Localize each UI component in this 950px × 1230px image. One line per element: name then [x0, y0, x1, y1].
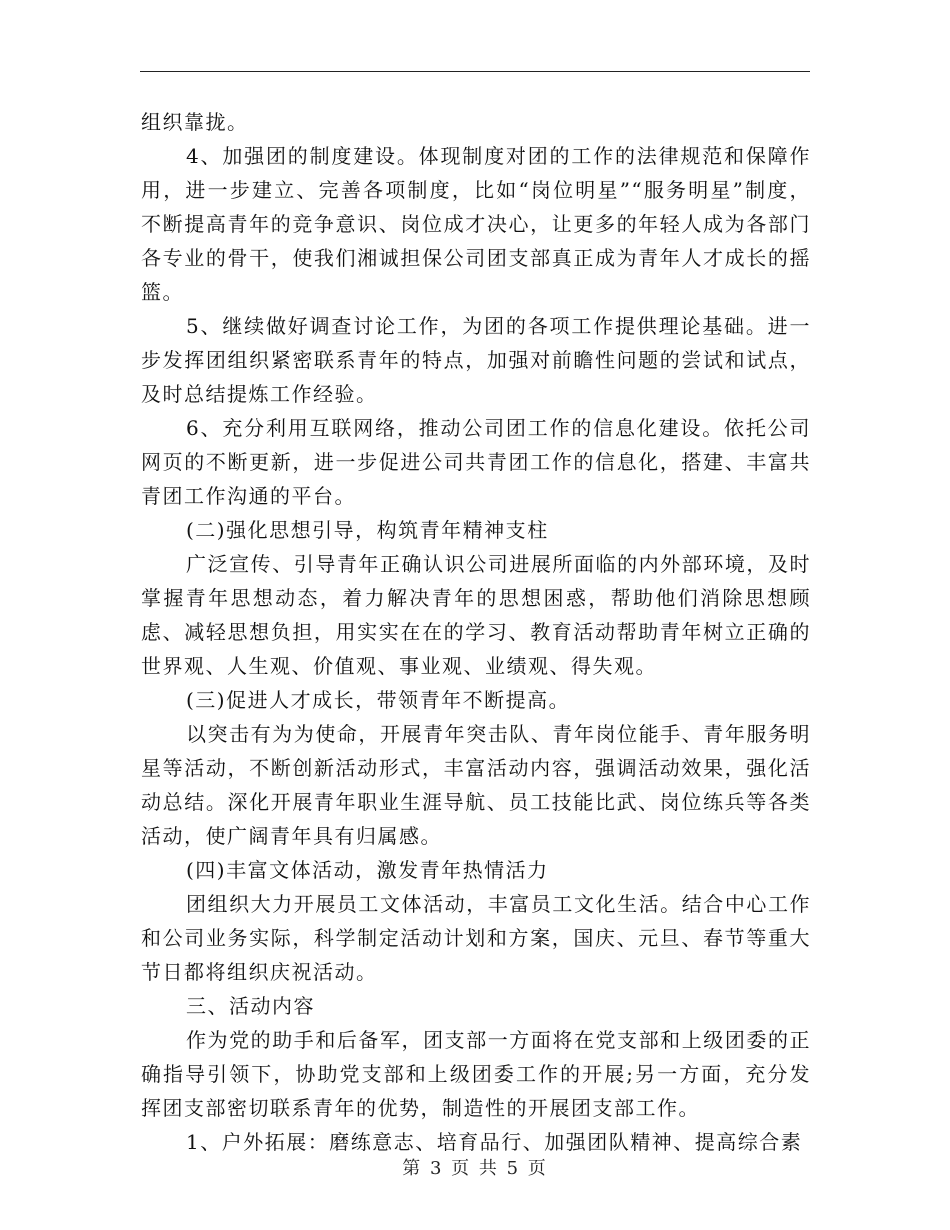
document-body [141, 105, 811, 1159]
paragraph-4: 6、充分利用互联网络，推动公司团工作的信息化建设。依托公司网页的不断更新，进一步促进公司共青团工作的信息化，搭建、丰富共青团工作沟通的平台。 [141, 416, 811, 508]
header-rule [140, 71, 810, 72]
paragraph-1: 组织靠拢。 [141, 110, 249, 134]
paragraph-5: 广泛宣传、引导青年正确认识公司进展所面临的内外部环境，及时掌握青年思想动态，着力解决青年的思想困惑，帮助他们消除思想顾虑、减轻思想负担，用实实在在的学习、教育活动帮助青年树立正确的世界观、人生观、价值观、事业观、业绩观、得失观。 [141, 552, 811, 678]
paragraph-7: 团组织大力开展员工文体活动，丰富员工文化生活。结合中心工作和公司业务实际，科学制定活动计划和方案，国庆、元旦、春节等重大节日都将组织庆祝活动。 [141, 892, 811, 984]
section-heading-4: (四)丰富文体活动，激发青年热情活力 [186, 858, 549, 882]
section-heading-2: (二)强化思想引导，构筑青年精神支柱 [186, 518, 549, 542]
chapter-heading-3: 三、活动内容 [186, 994, 315, 1018]
page-number: 第 3 页 共 5 页 [402, 1158, 548, 1179]
paragraph-9: 1、户外拓展：磨练意志、培育品行、加强团队精神、提高综合素 [186, 1130, 803, 1154]
paragraph-3: 5、继续做好调查讨论工作，为团的各项工作提供理论基础。进一步发挥团组织紧密联系青年的特点，加强对前瞻性问题的尝试和试点，及时总结提炼工作经验。 [141, 314, 811, 406]
paragraph-6: 以突击有为为使命，开展青年突击队、青年岗位能手、青年服务明星等活动，不断创新活动形式，丰富活动内容，强调活动效果，强化活动总结。深化开展青年职业生涯导航、员工技能比武、岗位练兵等各类活动，使广阔青年具有归属感。 [141, 722, 811, 848]
paragraph-8: 作为党的助手和后备军，团支部一方面将在党支部和上级团委的正确指导引领下，协助党支部和上级团委工作的开展;另一方面，充分发挥团支部密切联系青年的优势，制造性的开展团支部工作。 [141, 1028, 811, 1120]
paragraph-2: 4、加强团的制度建设。体现制度对团的工作的法律规范和保障作用，进一步建立、完善各项制度，比如“岗位明星”“服务明星”制度，不断提高青年的竞争意识、岗位成才决心，让更多的年轻人成为各部门各专业的骨干，使我们湘诚担保公司团支部真正成为青年人才成长的摇篮。 [141, 144, 811, 304]
section-heading-3: (三)促进人才成长，带领青年不断提高。 [186, 688, 571, 712]
